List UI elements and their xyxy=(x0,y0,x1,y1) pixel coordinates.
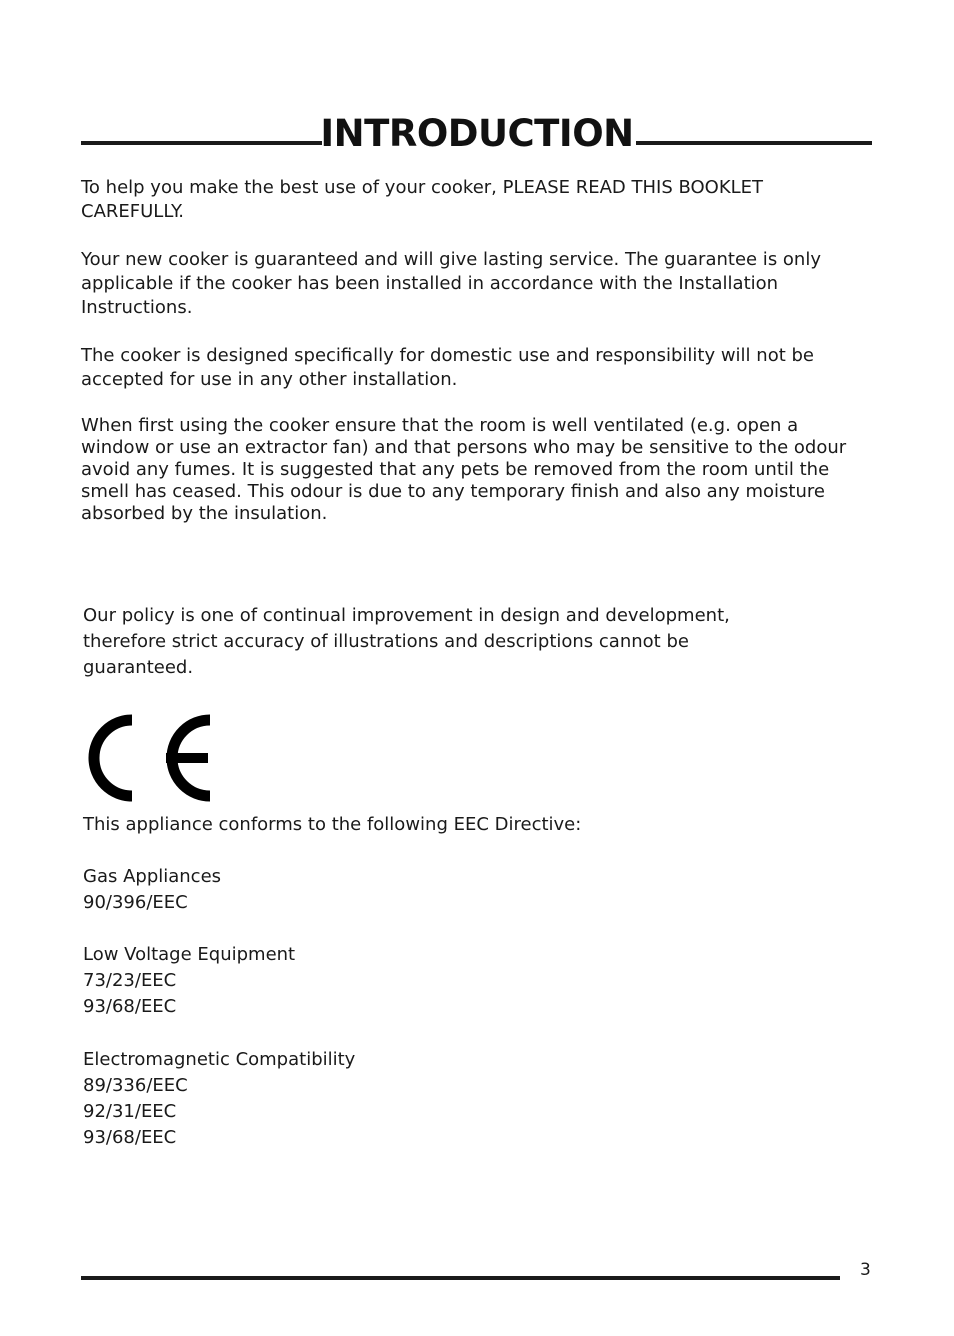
directive-code: 90/396/EEC xyxy=(83,892,188,913)
directive-code: 73/23/EEC xyxy=(83,970,177,991)
intro-paragraph-4: When first using the cooker ensure that the room is well ventilated (e.g. open a window or use an extractor fan) and that persons who may be sensitive to the odour avoid any fumes. It is suggested that any pets be removed from the room until the smell has ceased. This odour is due to any temporary finish and also any moisture absorbed by the insulation. xyxy=(81,415,847,524)
directive-low-voltage xyxy=(83,942,295,1020)
heading-rule-right xyxy=(636,141,872,145)
directive-code: 93/68/EEC xyxy=(83,996,177,1017)
policy-statement: Our policy is one of continual improvement in design and development, therefore strict accuracy of illustrations and descriptions cannot be guaranteed. xyxy=(83,605,730,678)
directive-name: Gas Appliances xyxy=(83,866,222,887)
directive-code: 92/31/EEC xyxy=(83,1101,177,1122)
directive-name: Electromagnetic Compatibility xyxy=(83,1049,356,1070)
page-title: INTRODUCTION xyxy=(320,112,634,155)
directive-name: Low Voltage Equipment xyxy=(83,944,296,965)
directive-gas-appliances xyxy=(83,864,221,916)
conformity-intro: This appliance conforms to the following EEC Directive: xyxy=(83,814,582,835)
intro-paragraph-1: To help you make the best use of your cooker, PLEASE READ THIS BOOKLET CAREFULLY. xyxy=(81,177,764,222)
directive-code: 89/336/EEC xyxy=(83,1075,188,1096)
ce-mark-logo xyxy=(82,712,214,804)
intro-paragraph-3: The cooker is designed specifically for domestic use and responsibility will not be accepted for use in any other installation. xyxy=(81,345,814,390)
page-number: 3 xyxy=(860,1260,871,1280)
directive-code: 93/68/EEC xyxy=(83,1127,177,1148)
footer-rule xyxy=(81,1276,840,1280)
directive-emc xyxy=(83,1047,355,1151)
intro-paragraph-2: Your new cooker is guaranteed and will give lasting service. The guarantee is only applicable if the cooker has been installed in accordance with the Installation Instructions. xyxy=(81,249,821,318)
